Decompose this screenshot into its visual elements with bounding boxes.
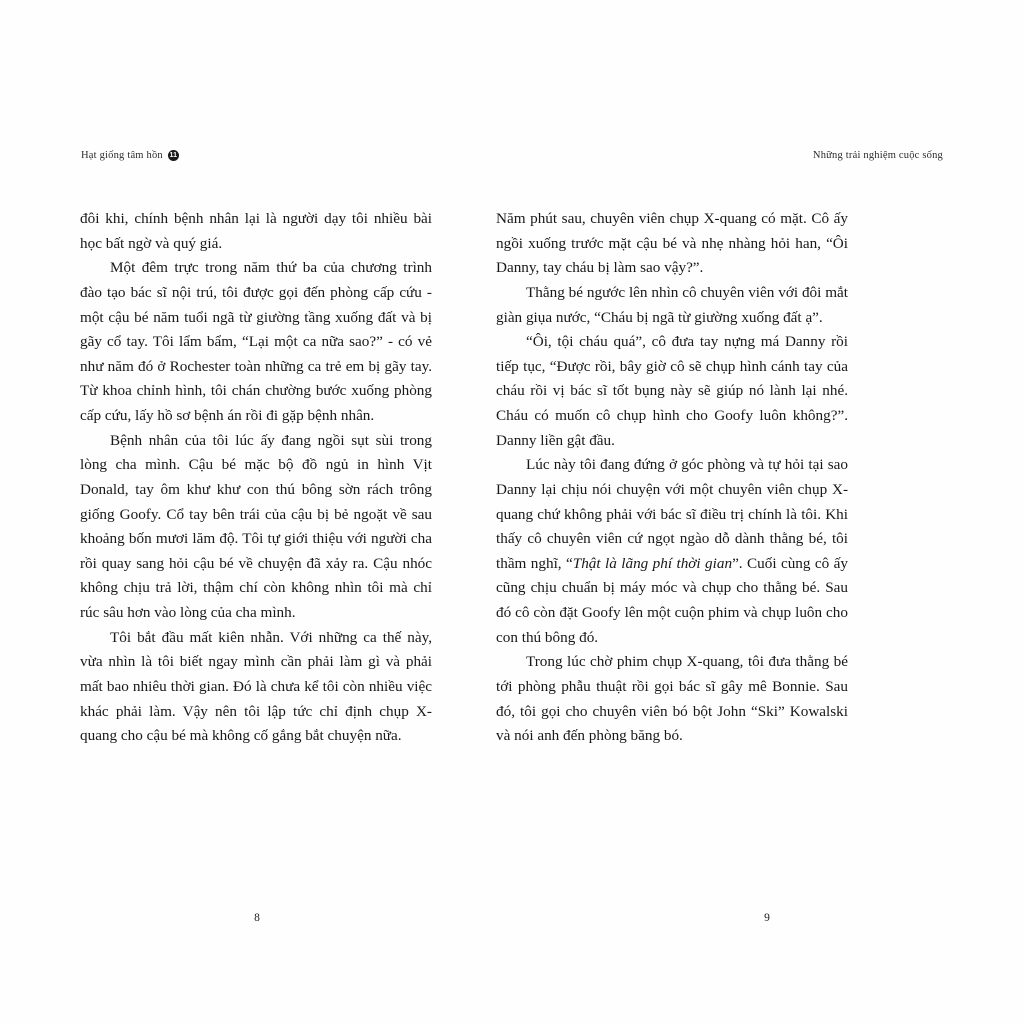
page-right — [496, 207, 848, 749]
paragraph: đôi khi, chính bệnh nhân lại là người dạy tôi nhiều bài học bất ngờ và quý giá. — [80, 210, 432, 252]
paragraph: Tôi bắt đầu mất kiên nhẫn. Với những ca thế này, vừa nhìn là tôi biết ngay mình cần phải làm gì và phải mất bao nhiêu thời gian. Đó là chưa kể tôi còn nhiều việc khác phải làm. Vậy nên tôi lập tức chỉ định chụp X-quang cho cậu bé mà không cố gắng bắt chuyện nữa. — [80, 628, 432, 745]
page-number-right: 9 — [764, 912, 770, 924]
page-numbers — [80, 912, 944, 924]
emphasized-quote: Thật là lãng phí thời gian — [572, 554, 733, 572]
paragraph: Bệnh nhân của tôi lúc ấy đang ngồi sụt sùi trong lòng cha mình. Cậu bé mặc bộ đồ ngủ in hình Vịt Donald, tay ôm khư khư con thú bông sờn rách trông giống Goofy. Cổ tay bên trái của cậu bị bẻ ngoặt về sau khoảng bốn mươi lăm độ. Tôi tự giới thiệu với người cha rồi quay sang hỏi cậu bé về chuyện đã xảy ra. Cậu nhóc không chịu trả lời, thậm chí còn không nhìn tôi mà chỉ rúc sâu hơn vào lòng của cha mình. — [80, 431, 432, 621]
page-left — [80, 207, 432, 749]
page-columns — [80, 207, 944, 878]
paragraph-with-italic: Lúc này tôi đang đứng ở góc phòng và tự hỏi tại sao Danny lại chịu nói chuyện với một chuyên viên chụp X-quang chứ không phải với bác sĩ điều trị chính là tôi. Khi thấy cô chuyên viên cứ ngọt ngào dỗ dành thằng bé, tôi thầm nghĩ, “Thật là lãng phí thời gian”. Cuối cùng cô ấy cũng chịu chuẩn bị máy móc và chụp cho thằng bé. Sau đó cô còn đặt Goofy lên một cuộn phim và chụp luôn cho con thú bông đó. — [496, 456, 848, 646]
running-head-left — [81, 150, 179, 161]
page-number-left: 8 — [254, 912, 260, 924]
running-head-right: Những trải nghiệm cuộc sống — [812, 150, 943, 161]
paragraph: Một đêm trực trong năm thứ ba của chương trình đào tạo bác sĩ nội trú, tôi được gọi đến phòng cấp cứu - một cậu bé năm tuổi ngã từ giường tầng xuống đất và bị gãy cổ tay. Tôi lẩm bẩm, “Lại một ca nữa sao?” - có vẻ như năm đó ở Rochester toàn những ca trẻ em bị gãy tay. Từ khoa chỉnh hình, tôi chán chường bước xuống phòng cấp cứu, lấy hồ sơ bệnh án rồi đi gặp bệnh nhân. — [80, 259, 432, 424]
running-heads — [80, 150, 944, 161]
book-title-text: Hạt giống tâm hồn — [81, 150, 163, 161]
volume-badge: 11 — [169, 152, 178, 159]
paragraph: Năm phút sau, chuyên viên chụp X-quang có mặt. Cô ấy ngồi xuống trước mặt cậu bé và nhẹ nhàng hỏi han, “Ôi Danny, tay cháu bị làm sao vậy?”. — [496, 210, 848, 277]
paragraph: “Ôi, tội cháu quá”, cô đưa tay nựng má Danny rồi tiếp tục, “Được rồi, bây giờ cô sẽ chụp hình cánh tay của cháu rồi vị bác sĩ tốt bụng này sẽ giúp nó lành lại nhé. Cháu có muốn cô chụp hình cho Goofy luôn không?”. Danny liền gật đầu. — [496, 333, 848, 449]
paragraph: Trong lúc chờ phim chụp X-quang, tôi đưa thằng bé tới phòng phẫu thuật rồi gọi bác sĩ gây mê Bonnie. Sau đó, tôi gọi cho chuyên viên bó bột John “Ski” Kowalski và nói anh đến phòng băng bó. — [496, 653, 848, 745]
paragraph: Thằng bé ngước lên nhìn cô chuyên viên với đôi mắt giàn giụa nước, “Cháu bị ngã từ giường xuống đất ạ”. — [496, 283, 848, 326]
